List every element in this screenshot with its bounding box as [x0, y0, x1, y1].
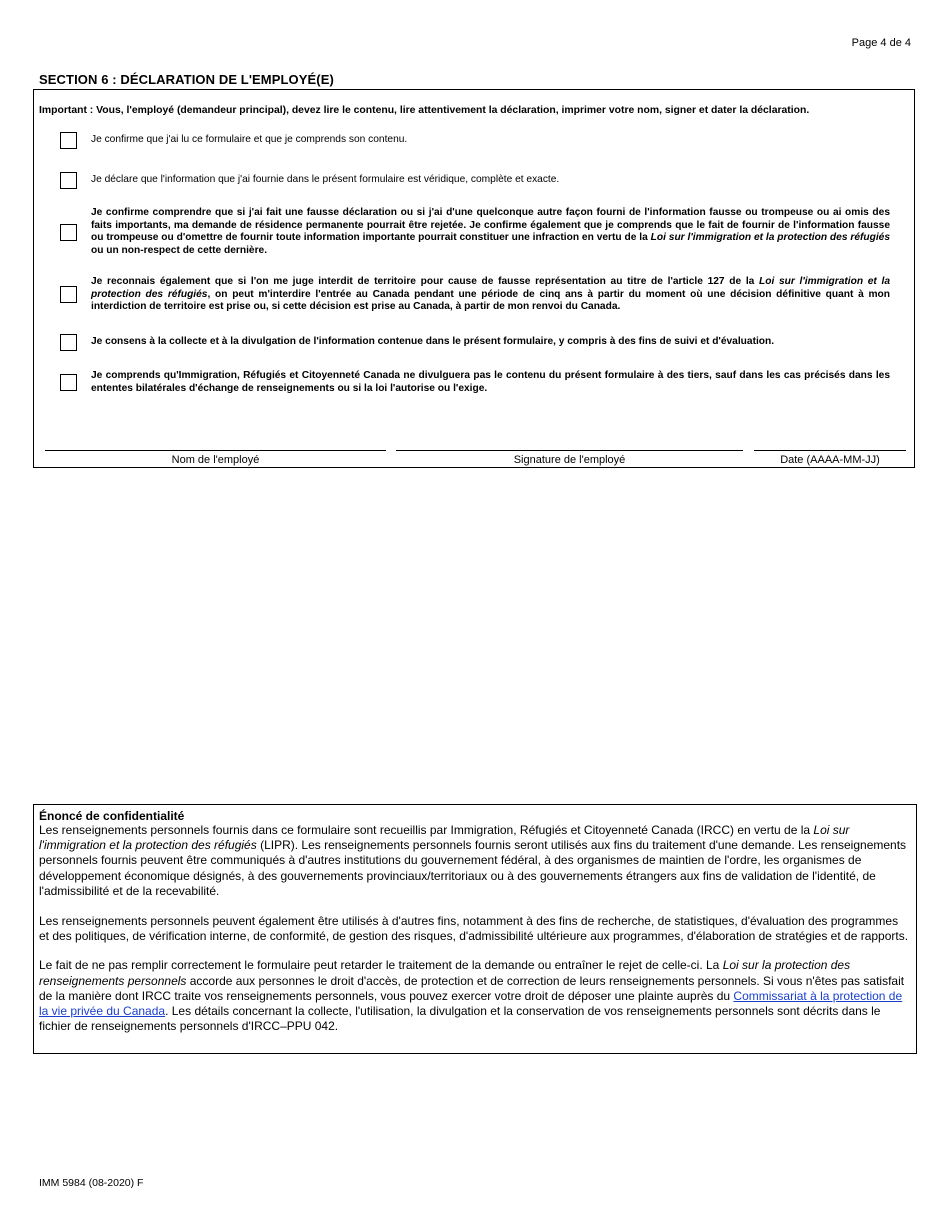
declaration-item-consent [60, 334, 890, 351]
privacy-title: Énoncé de confidentialité [39, 809, 185, 823]
privacy-statement-box [33, 804, 917, 1054]
law-title: Loi sur l'immigration et la protection des réfugiés [91, 276, 890, 300]
employee-name-line[interactable] [45, 450, 386, 451]
declaration-checkbox-disclosure[interactable] [60, 374, 77, 391]
text-part: (LIPR). Les renseignements personnels fournis seront utilisés aux fins du traitement d'une demande. Les renseignements personnels fournis peuvent être communiqués à d'autres institutions du gouvernement fédéral, à des organismes de maintien de l'ordre, les organismes de développement économique désignés, à des gouvernements provinciaux/territoriaux ou à des gouvernements étrangers aux fins de validation de l'identité, de l'admissibilité et de la recevabilité. [39, 838, 907, 898]
declaration-item-read [60, 132, 890, 149]
section-title: SECTION 6 : DÉCLARATION DE L'EMPLOYÉ(E) [39, 72, 334, 87]
declaration-checkbox-misrepresentation[interactable] [60, 224, 77, 241]
employee-name-label: Nom de l'employé [171, 454, 260, 466]
page-number: Page 4 de 4 [851, 37, 911, 49]
declaration-text-inadmissibility [91, 276, 890, 314]
text-part: , on peut m'interdire l'entrée au Canada pendant une période de cinq ans à partir du moment où une décision définitive quant à mon interdiction de territoire est prise ou, si cette décision est prise au Canada, à partir de mon renvoi du Canada. [91, 288, 890, 313]
text-part: ou un non-respect de cette dernière. [91, 244, 268, 256]
declaration-checkbox-consent[interactable] [60, 334, 77, 351]
declaration-text-misrepresentation [91, 207, 890, 257]
declaration-item-inadmissibility [60, 276, 890, 314]
text-part: Le fait de ne pas remplir correctement le formulaire peut retarder le traitement de la demande ou entraîner le rejet de celle-ci. La [39, 958, 723, 973]
date-label: Date (AAAA-MM-JJ) [780, 454, 880, 466]
declaration-box [33, 89, 915, 468]
form-code: IMM 5984 (08-2020) F [39, 1177, 144, 1189]
law-title: Loi sur la protection des renseignements personnels [39, 958, 851, 988]
text-part: Je reconnais également que si l'on me juge interdit de territoire pour cause de fausse représentation au titre de l'article 127 de la [91, 276, 760, 287]
declaration-item-truthful [60, 172, 890, 189]
important-notice: Important : Vous, l'employé (demandeur principal), devez lire le contenu, lire attentivement la déclaration, imprimer votre nom, signer et dater la déclaration. [39, 105, 810, 116]
declaration-text-disclosure: Je comprends qu'Immigration, Réfugiés et Citoyenneté Canada ne divulguera pas le contenu du présent formulaire à des tiers, sauf dans les cas précisés dans les ententes bilatérales d'échange de renseignements ou si la loi l'autorise ou l'exige. [91, 370, 890, 394]
employee-signature-line[interactable] [396, 450, 743, 451]
declaration-checkbox-inadmissibility[interactable] [60, 286, 77, 303]
privacy-paragraph-3 [39, 958, 911, 1034]
declaration-text-consent: Je consens à la collecte et à la divulgation de l'information contenue dans le présent formulaire, y compris à des fins de suivi et d'évaluation. [91, 336, 775, 348]
text-part: accorde aux personnes le droit d'accès, de protection et de correction de leurs renseignements personnels. Si vous n'êtes pas satisfait de la manière dont IRCC traite vos renseignements personnels, vous pouvez exercer votre droit de déposer une plainte auprès du [39, 973, 905, 1003]
declaration-checkbox-read[interactable] [60, 132, 77, 149]
declaration-checkbox-truthful[interactable] [60, 172, 77, 189]
law-title: Loi sur l'immigration et la protection des réfugiés [650, 232, 890, 244]
declaration-text-truthful: Je déclare que l'information que j'ai fournie dans le présent formulaire est véridique, complète et exacte. [91, 174, 560, 186]
privacy-paragraph-1 [39, 823, 911, 899]
text-part: Les renseignements personnels fournis dans ce formulaire sont recueillis par Immigration, Réfugiés et Citoyenneté Canada (IRCC) en vertu de la [39, 823, 814, 837]
privacy-paragraph-2: Les renseignements personnels peuvent également être utilisés à d'autres fins, notamment à des fins de recherche, de statistiques, d'évaluation des programmes et des politiques, de vérification interne, de conformité, de gestion des risques, d'admissibilité ultérieure aux programmes, d'élaboration de stratégies et de rapports. [39, 913, 909, 943]
declaration-item-disclosure [60, 370, 890, 395]
date-line[interactable] [754, 450, 906, 451]
declaration-item-misrepresentation [60, 207, 890, 257]
text-part: . Les détails concernant la collecte, l'utilisation, la divulgation et la conservation de vos renseignements personnels sont décrits dans le fichier de renseignements personnels d'IRCC–PPU 042. [39, 1004, 881, 1034]
employee-signature-label: Signature de l'employé [513, 454, 626, 466]
law-title: Loi sur l'immigration et la protection des réfugiés [39, 823, 850, 853]
text-part: Je confirme comprendre que si j'ai fait une fausse déclaration ou si j'ai d'une quelconque autre façon fourni de l'information fausse ou trompeuse ou ai omis des faits importants, ma demande de résidence permanente pourrait être rejetée. Je confirme également que je comprends que le fait de fournir de l'information fausse ou trompeuse ou d'omettre de fournir toute information importante pourrait constituer une infraction en vertu de la [91, 207, 890, 244]
privacy-commissioner-link[interactable]: Commissariat à la protection de la vie privée du Canada [39, 988, 903, 1019]
declaration-text-read: Je confirme que j'ai lu ce formulaire et que je comprends son contenu. [91, 134, 408, 146]
